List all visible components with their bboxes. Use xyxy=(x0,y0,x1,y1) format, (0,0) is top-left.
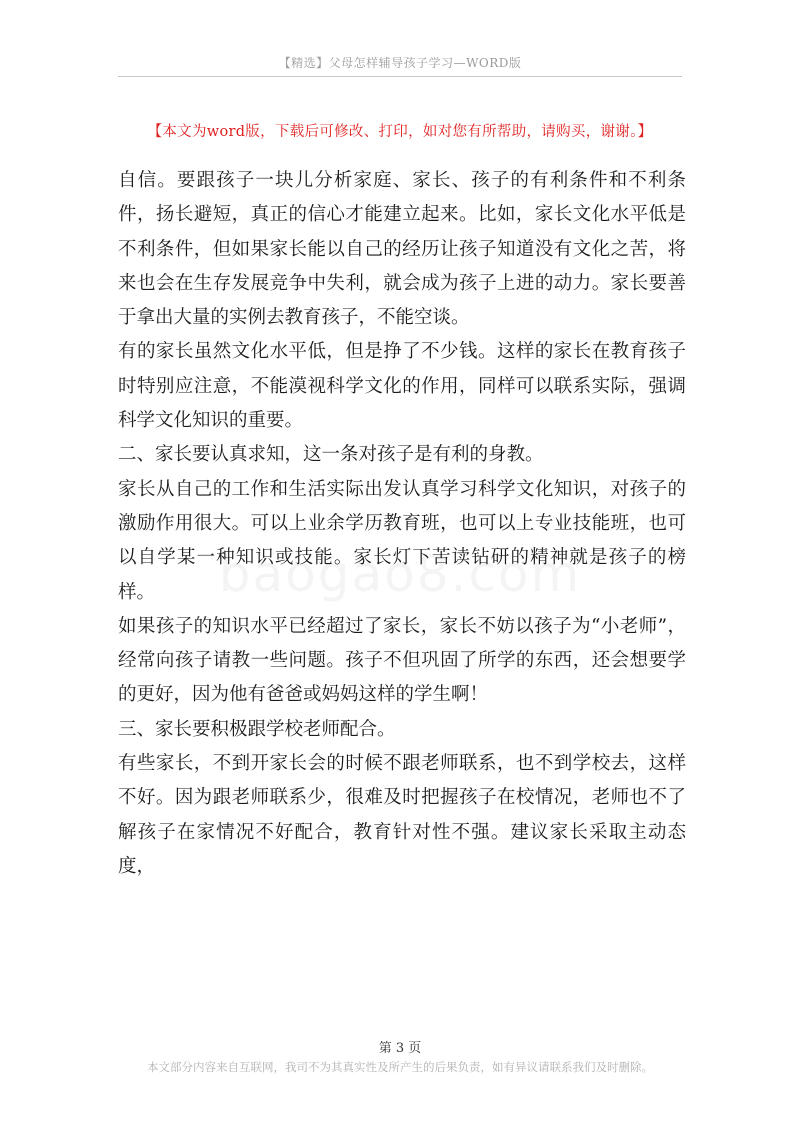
section-heading: 二、家长要认真求知，这一条对孩子是有利的身教。 xyxy=(118,444,544,466)
body-paragraph: 自信。要跟孩子一块儿分析家庭、家长、孩子的有利条件和不利条件，扬长避短，真正的信心才能建立起来。比如，家长文化水平低是不利条件，但如果家长能以自己的经历让孩子知道没有文化之苦，将来也会在生存发展竞争中失利，就会成为孩子上进的动力。家长要善于拿出大量的实例去教育孩子，不能空谈。 xyxy=(118,170,686,329)
download-notice: 【本文为word版，下载后可修改、打印，如对您有所帮助，请购买，谢谢。】 xyxy=(147,124,653,140)
document-header: 【精选】父母怎样辅导孩子学习—WORD版 xyxy=(278,56,522,70)
page-number: 第 3 页 xyxy=(378,1041,422,1056)
header-divider xyxy=(118,76,682,77)
body-paragraph: 家长从自己的工作和生活实际出发认真学习科学文化知识，对孩子的激励作用很大。可以上业余学历教育班，也可以上专业技能班，也可以自学某一种知识或技能。家长灯下苦读钻研的精神就是孩子的榜样。 xyxy=(118,478,686,603)
document-body xyxy=(118,164,686,884)
body-paragraph: 如果孩子的知识水平已经超过了家长，家长不妨以孩子为“小老师”，经常向孩子请教一些问题。孩子不但巩固了所学的东西，还会想要学的更好，因为他有爸爸或妈妈这样的学生啊！ xyxy=(118,615,686,706)
section-heading: 三、家长要积极跟学校老师配合。 xyxy=(118,718,396,740)
body-paragraph: 有的家长虽然文化水平低，但是挣了不少钱。这样的家长在教育孩子时特别应注意，不能漠视科学文化的作用，同样可以联系实际，强调科学文化知识的重要。 xyxy=(118,341,686,432)
body-paragraph: 有些家长，不到开家长会的时候不跟老师联系，也不到学校去，这样不好。因为跟老师联系少，很难及时把握孩子在校情况，老师也不了解孩子在家情况不好配合，教育针对性不强。建议家长采取主动态度， xyxy=(118,753,686,877)
footer-disclaimer: 本文部分内容来自互联网，我司不为其真实性及所产生的后果负责，如有异议请联系我们及时删除。 xyxy=(147,1060,653,1074)
